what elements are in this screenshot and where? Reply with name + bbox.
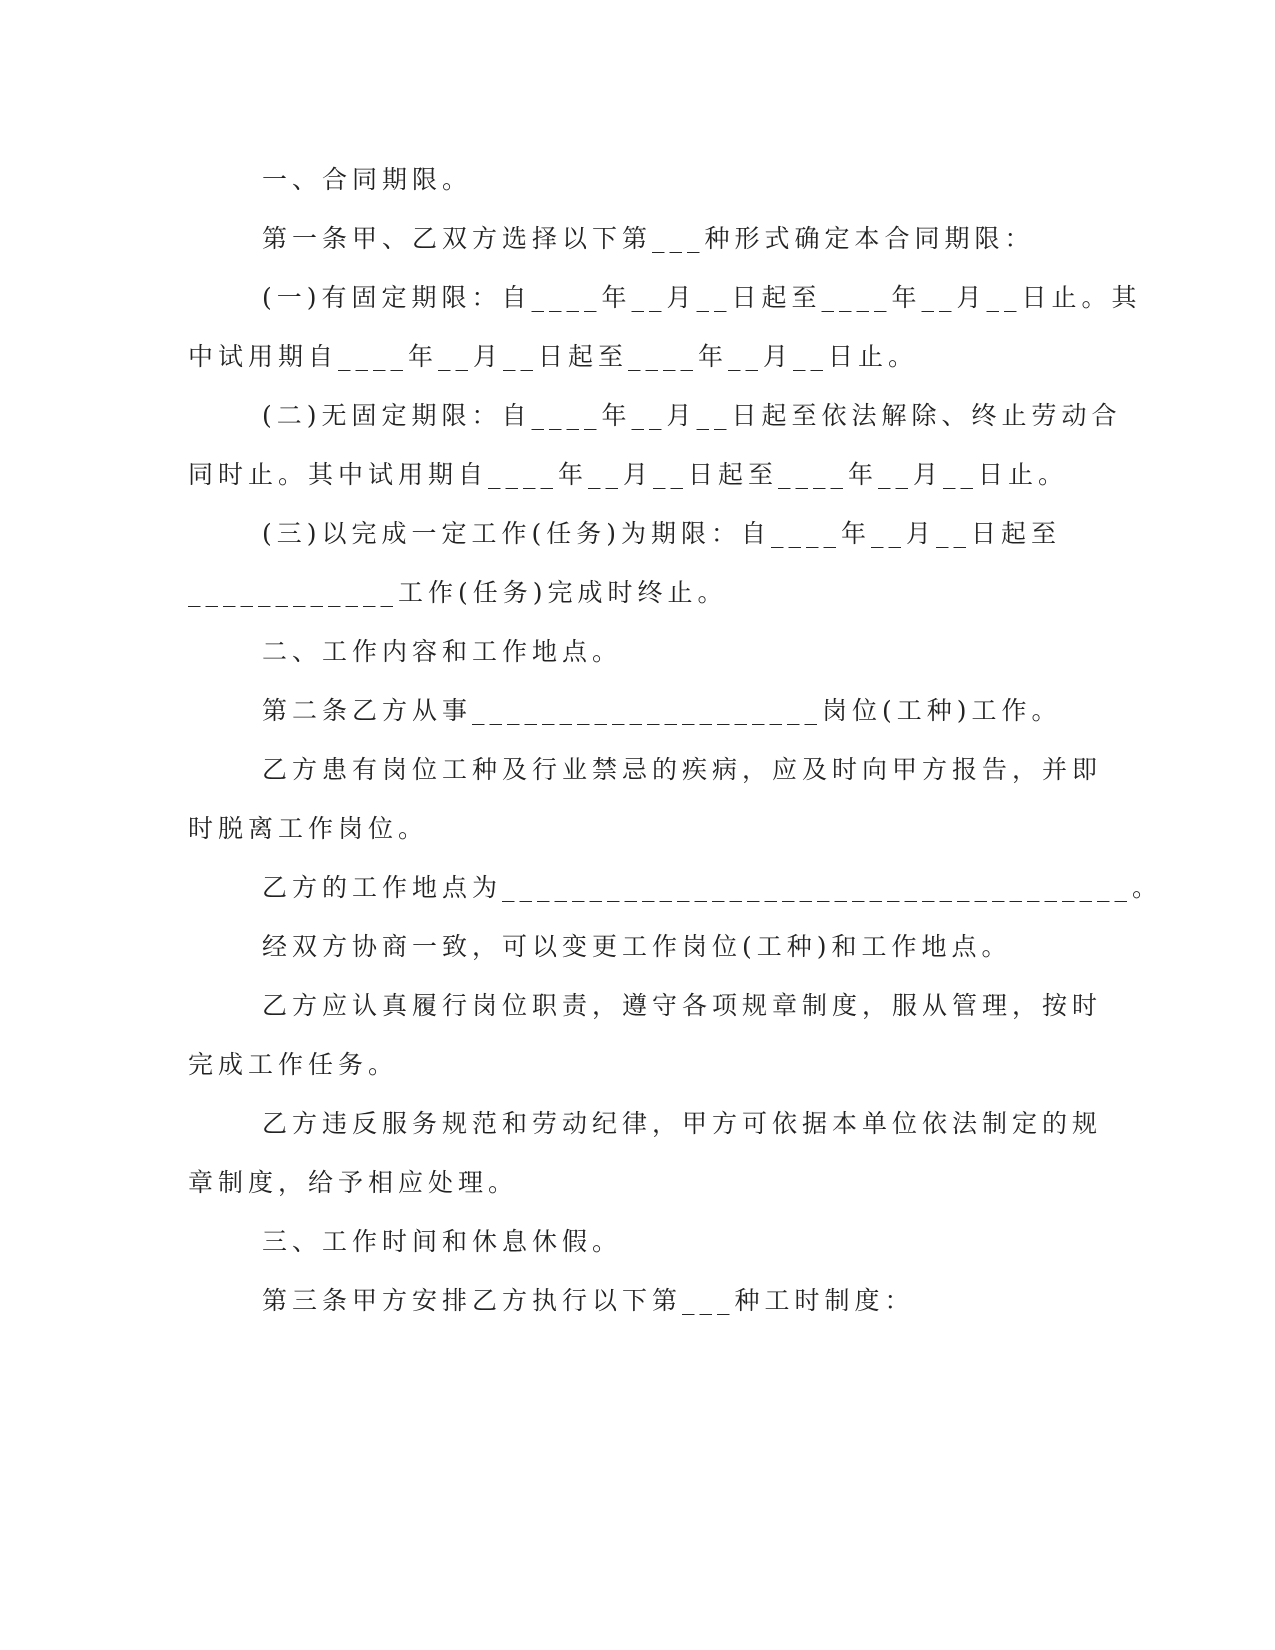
paragraph-work-location: 乙方的工作地点为____________________________________。 — [262, 873, 1163, 902]
section-heading-work-content: 二、工作内容和工作地点。 — [262, 637, 623, 666]
paragraph-fixed-term-cont: 中试用期自____年__月__日起至____年__月__日止。 — [188, 342, 919, 371]
article-3: 第三条甲方安排乙方执行以下第___种工时制度： — [262, 1286, 915, 1315]
paragraph-change-position: 经双方协商一致，可以变更工作岗位(工种)和工作地点。 — [262, 932, 1012, 961]
paragraph-violation: 乙方违反服务规范和劳动纪律，甲方可依据本单位依法制定的规 — [262, 1109, 1103, 1138]
paragraph-open-term-cont: 同时止。其中试用期自____年__月__日起至____年__月__日止。 — [188, 460, 1069, 489]
paragraph-open-term: (二)无固定期限：自____年__月__日起至依法解除、终止劳动合 — [262, 401, 1122, 430]
section-heading-contract-term: 一、合同期限。 — [262, 165, 473, 194]
section-heading-working-hours: 三、工作时间和休息休假。 — [262, 1227, 623, 1256]
article-2: 第二条乙方从事____________________岗位(工种)工作。 — [262, 696, 1062, 725]
paragraph-violation-cont: 章制度，给予相应处理。 — [188, 1168, 519, 1197]
paragraph-illness: 乙方患有岗位工种及行业禁忌的疾病，应及时向甲方报告，并即 — [262, 755, 1103, 784]
paragraph-task-term-cont: ____________工作(任务)完成时终止。 — [188, 578, 728, 607]
paragraph-task-term: (三)以完成一定工作(任务)为期限：自____年__月__日起至 — [262, 519, 1062, 548]
paragraph-duties-cont: 完成工作任务。 — [188, 1050, 399, 1079]
paragraph-fixed-term: (一)有固定期限：自____年__月__日起至____年__月__日止。其 — [262, 283, 1142, 312]
article-1: 第一条甲、乙双方选择以下第___种形式确定本合同期限： — [262, 224, 1035, 253]
paragraph-illness-cont: 时脱离工作岗位。 — [188, 814, 429, 843]
paragraph-duties: 乙方应认真履行岗位职责，遵守各项规章制度，服从管理，按时 — [262, 991, 1103, 1020]
